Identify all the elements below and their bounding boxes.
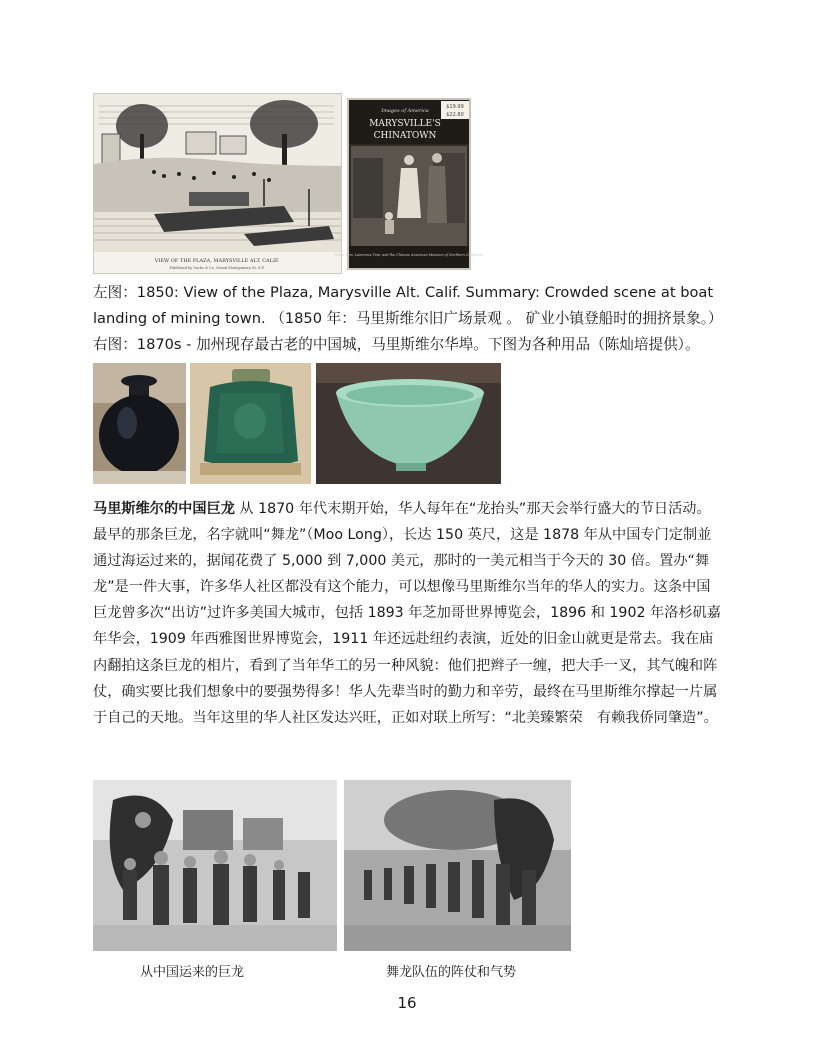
engraving-publisher: Published by Sacks & Co. Grand Montgomery St. S.F. (169, 266, 265, 270)
artifact-celadon-bowl-image (316, 363, 501, 484)
article-paragraph (93, 496, 721, 731)
dragon-photo-left (93, 780, 337, 951)
book-cover-image (334, 98, 484, 270)
article-heading: 马里斯维尔的中国巨龙 (93, 501, 235, 517)
price-tag-1: $19.99 (446, 104, 464, 110)
caption-dragon-right: 舞龙队伍的阵仗和气势 (386, 965, 517, 980)
book-authors: Brian Tom, Lawrence Tom, and the Chinese American Museum of Northern California (334, 253, 484, 257)
article-body: 从 1870 年代末期开始，华人每年在“龙抬头”那天会举行盛大的节日活动。最早的那条巨龙，名字就叫“舞龙”（Moo Long），长达 150 英尺，这是 1878 年从中国专门定制並通过海运过来的，据闻花费了 5,000 到 7,000 美元，那时的一美元相当于今天的 30 倍。置办“舞龙”是一件大事，许多华人社区都没有这个能力，可以想像马里斯维尔当年的华人的实力。这条中国巨龙曾多次“出访”过许多美国大城市，包括 1893 年芝加哥世界博览会，1896 和 1902 年洛杉矶嘉年华会，1909 年西雅图世界博览会，1911 年还远赴纽约表演，近处的旧金山就更是常去。我在庙内翻拍这条巨龙的相片，看到了当年华工的另一种风貌：他们把辫子一缠，把大手一叉，其气魄和阵仗，确实要比我们想象中的要强势得多！华人先辈当时的勤力和辛劳，最终在马里斯维尔撑起一片属于自己的天地。当年这里的华人社区发达兴旺，正如对联上所写：“北美臻繁荣 有赖我侨同肇造”。 (93, 501, 721, 726)
engraving-caption: VIEW OF THE PLAZA, MARYSVILLE ALT. CALIF. (154, 258, 280, 264)
artifact-jar-black-image (93, 363, 186, 484)
book-series: Images of America (381, 108, 429, 114)
price-tag-2: $22.80 (446, 112, 464, 118)
plaza-engraving-image (93, 93, 342, 274)
artifact-jar-green-image (190, 363, 311, 484)
dragon-photo-right (344, 780, 571, 951)
caption-line-1: 左图：1850: View of the Plaza, Marysville Alt. Calif. Summary: Crowded scene at boat (93, 284, 714, 301)
book-title-line1: MARYSVILLE'S (369, 119, 441, 129)
page-number: 16 (397, 994, 417, 1012)
book-title-line2: CHINATOWN (373, 131, 437, 141)
caption-line-2: landing of mining town. （1850 年：马里斯维尔旧广场景观 。 矿业小镇登船时的拥挤景象。） (93, 310, 723, 328)
caption-line-3: 右图：1870s - 加州现存最古老的中国城，马里斯维尔华埠。下图为各种用品（陈灿培提供）。 (93, 336, 700, 354)
caption-dragon-left: 从中国运来的巨龙 (140, 965, 245, 980)
top-captions (93, 280, 721, 358)
